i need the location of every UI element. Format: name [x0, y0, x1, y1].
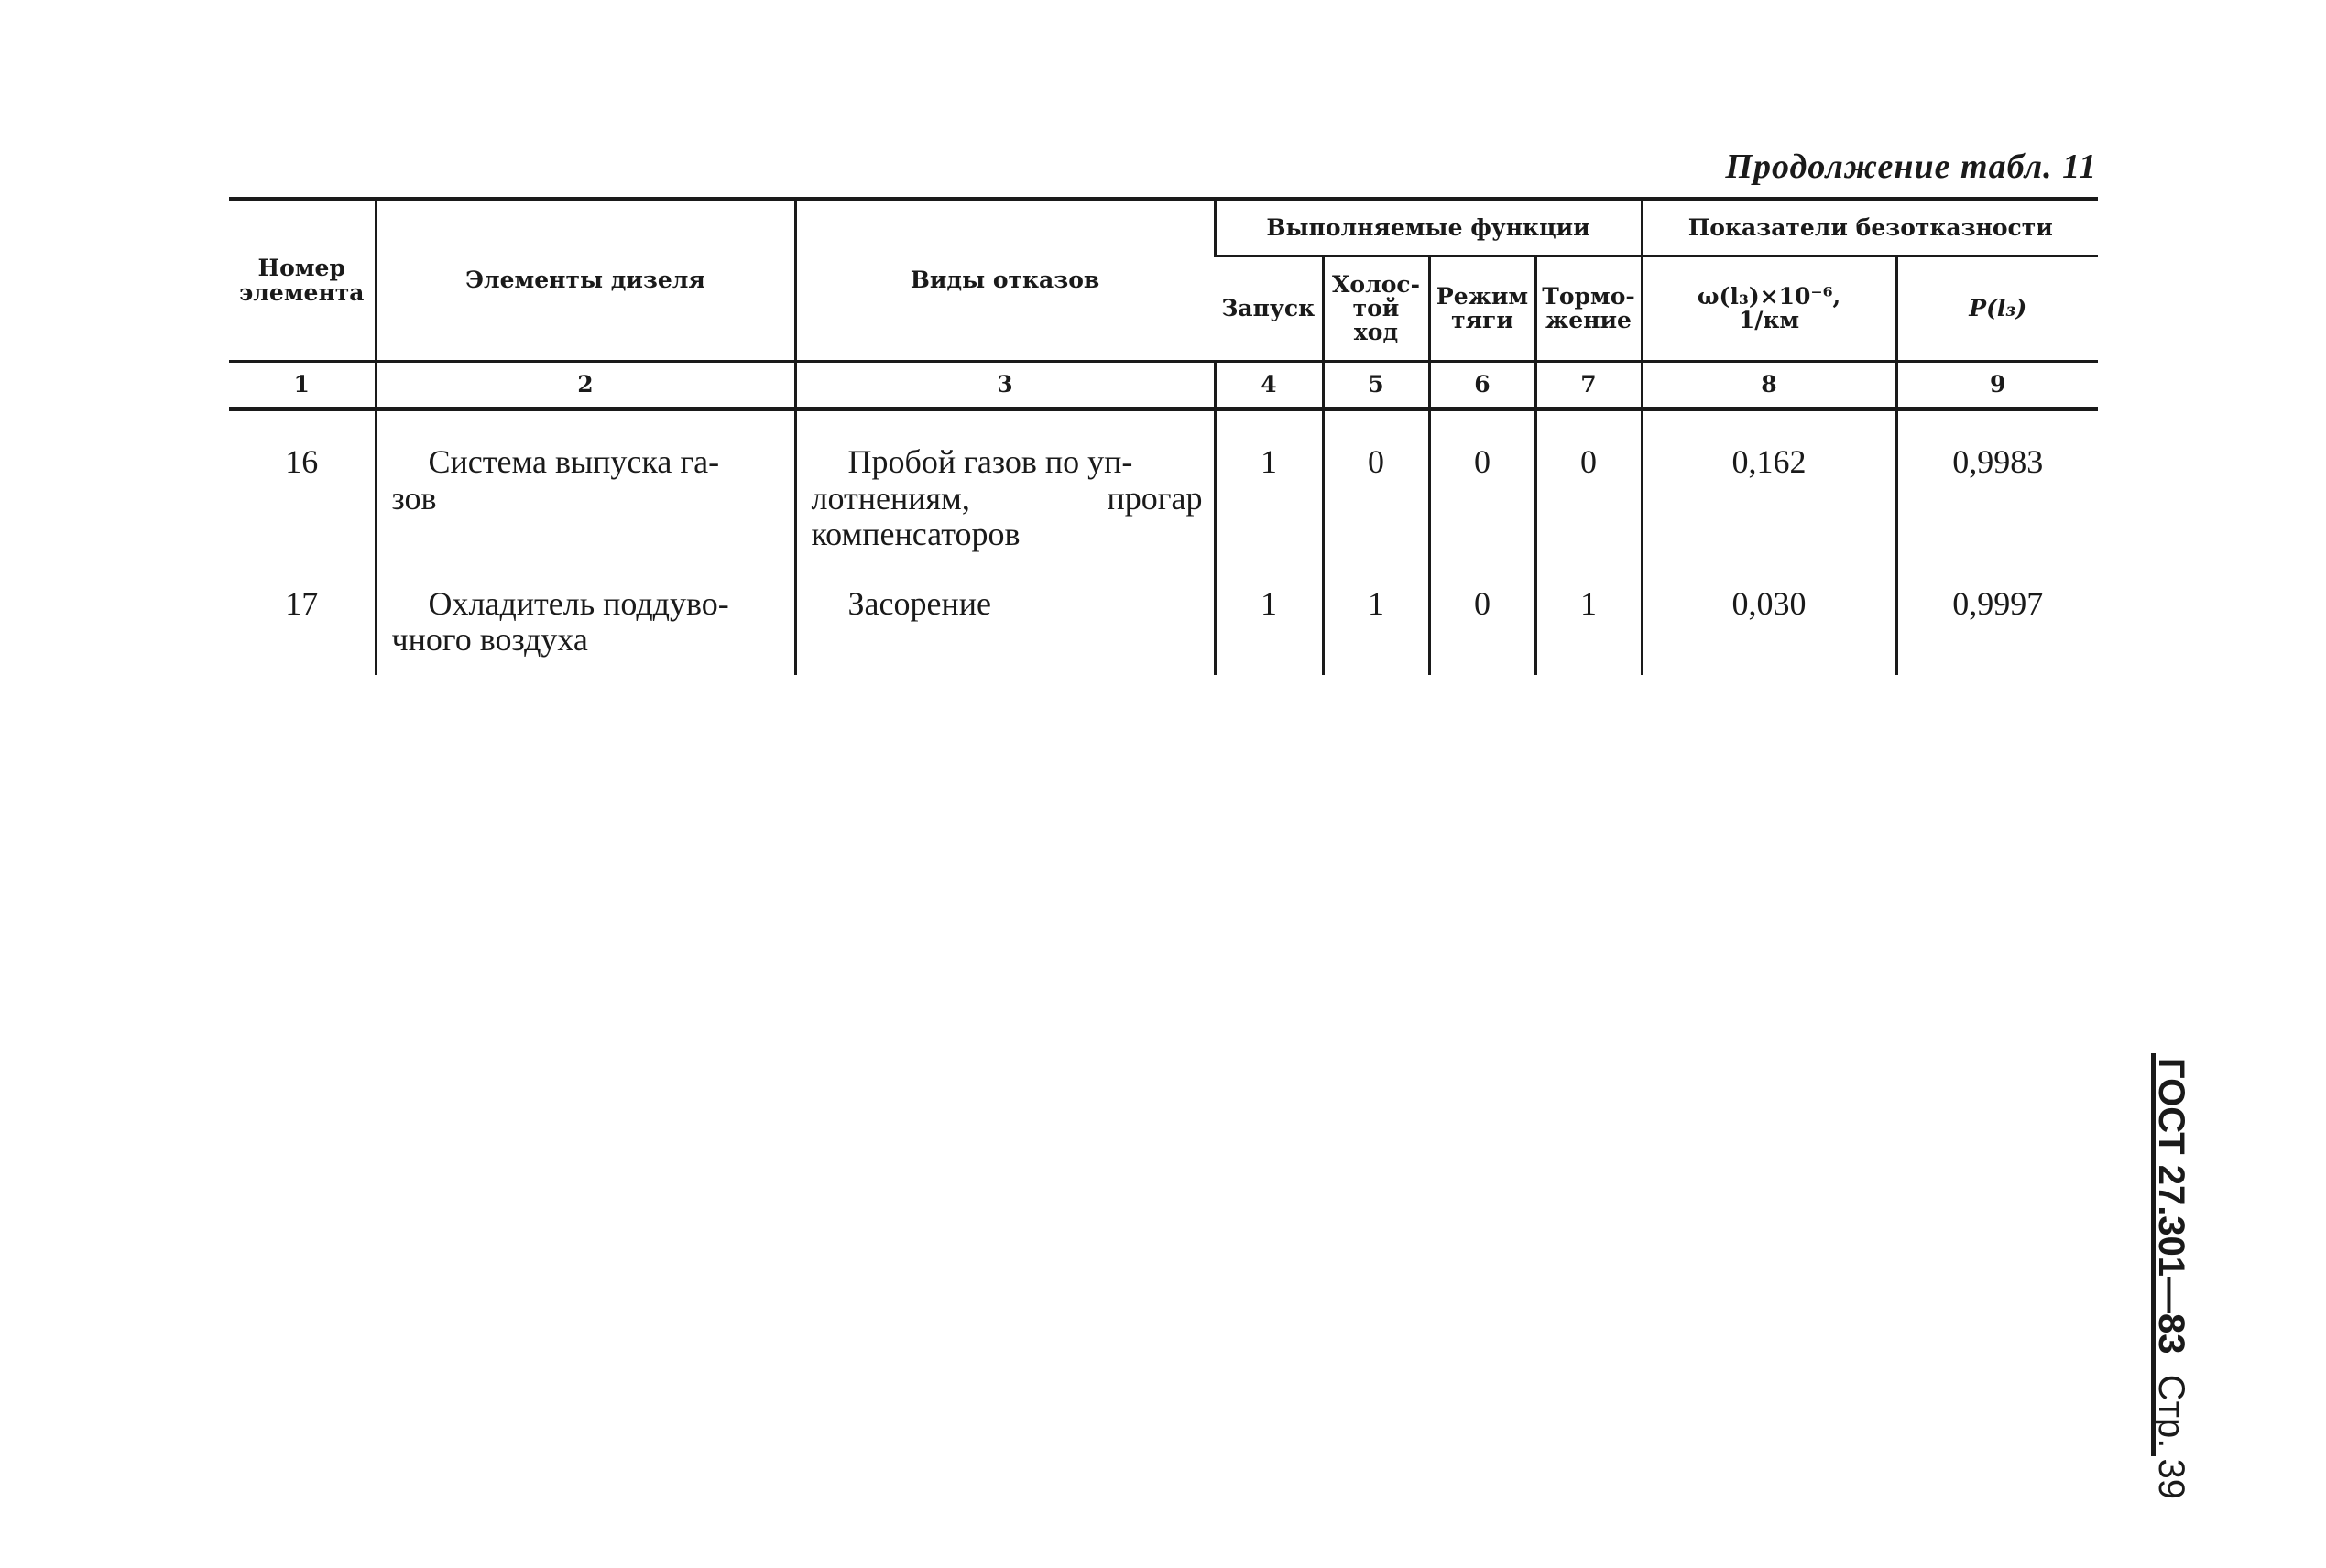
page-footer-standard: [2150, 1058, 2191, 1499]
column-number: 3: [795, 362, 1215, 409]
column-number: 5: [1323, 362, 1429, 409]
reliability-table: [229, 197, 2098, 675]
table-row: [229, 409, 2098, 553]
header-traction: Режим тяги: [1429, 256, 1535, 362]
cell-element-number: 17: [285, 584, 319, 622]
header-braking: Тормо- жение: [1535, 256, 1642, 362]
cell-idle: 0: [1323, 409, 1429, 553]
cell-failure-type: Засорение: [795, 553, 1215, 675]
cell-diesel-element: Система выпуска га- зов: [376, 409, 795, 553]
page-number: Стр. 39: [2151, 1374, 2191, 1499]
cell-failure-rate: 0,030: [1642, 553, 1896, 675]
column-number: 6: [1429, 362, 1535, 409]
cell-probability: 0,9983: [1896, 409, 2098, 553]
cell-failure-type: Пробой газов по уп- лотнениям, прогар компенсаторов: [795, 409, 1215, 553]
header-failure-rate: ω(l₃)×10⁻⁶, 1/км: [1642, 256, 1896, 362]
header-group-indicators: Показатели безотказности: [1642, 200, 2098, 256]
cell-traction: 0: [1429, 553, 1535, 675]
cell-traction: 0: [1429, 409, 1535, 553]
cell-braking: 1: [1535, 553, 1642, 675]
header-element-number: Номер элемента: [229, 200, 376, 362]
table-continuation-caption: Продолжение табл. 11: [1725, 147, 2097, 186]
header-start: Запуск: [1215, 256, 1323, 362]
table-row: [229, 553, 2098, 675]
header-idle: Холос- той ход: [1323, 256, 1429, 362]
header-diesel-elements: Элементы дизеля: [376, 200, 795, 362]
header-probability: P(l₃): [1896, 256, 2098, 362]
column-number: 9: [1896, 362, 2098, 409]
cell-braking: 0: [1535, 409, 1642, 553]
column-number: 2: [376, 362, 795, 409]
cell-element-number: 16: [285, 443, 319, 480]
reliability-table-wrapper: [229, 197, 2098, 675]
cell-diesel-element: Охладитель поддуво- чного воздуха: [376, 553, 795, 675]
cell-failure-rate: 0,162: [1642, 409, 1896, 553]
column-number: 4: [1215, 362, 1323, 409]
column-number: 1: [229, 362, 376, 409]
cell-probability: 0,9997: [1896, 553, 2098, 675]
cell-start: 1: [1215, 409, 1323, 553]
cell-start: 1: [1215, 553, 1323, 675]
standard-number: ГОСТ 27.301—83: [2151, 1058, 2191, 1355]
column-number: 8: [1642, 362, 1896, 409]
header-failure-types: Виды отказов: [795, 200, 1215, 362]
cell-idle: 1: [1323, 553, 1429, 675]
column-number: 7: [1535, 362, 1642, 409]
header-group-functions: Выполняемые функции: [1215, 200, 1642, 256]
